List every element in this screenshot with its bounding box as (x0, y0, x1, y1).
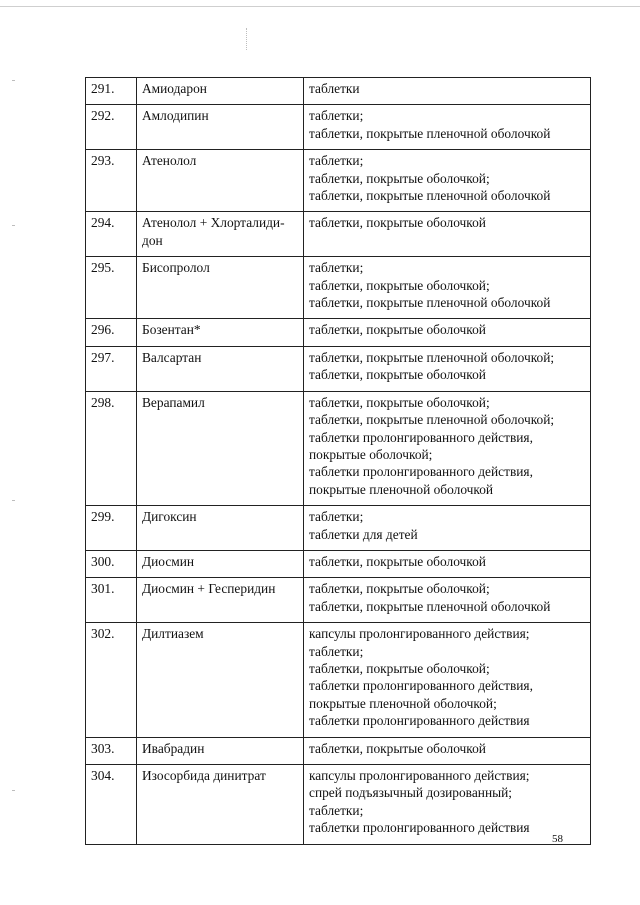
dosage-form-cell (304, 623, 591, 737)
drug-name-line: Изосорбида динитрат (142, 768, 266, 783)
row-number-cell: 297. (86, 346, 137, 391)
drug-name-line: Верапамил (142, 394, 205, 410)
scan-margin-mark (12, 790, 15, 791)
row-number-cell: 291. (86, 78, 137, 105)
dosage-form-line: таблетки; (309, 802, 364, 818)
drug-name-line: Диосмин (142, 553, 195, 569)
row-number-cell: 300. (86, 550, 137, 577)
table-row (86, 78, 591, 105)
scan-artifact (246, 28, 248, 50)
drug-name-line: дон (142, 232, 163, 248)
dosage-form-line: таблетки пролонгированного действия (309, 820, 530, 836)
dosage-form-line: таблетки, покрытые оболочкой; (309, 170, 490, 186)
drug-name-line: Бисопролол (142, 260, 210, 276)
table-row (86, 105, 591, 150)
drug-name-cell (137, 150, 304, 212)
dosage-form-cell (304, 550, 591, 577)
page-number: 58 (552, 833, 563, 845)
row-number-cell: 304. (86, 765, 137, 845)
drug-name-cell (137, 391, 304, 505)
table-row (86, 391, 591, 505)
dosage-form-line: спрей подъязычный дозированный; (309, 785, 512, 801)
drug-name-line: Ивабрадин (142, 740, 205, 756)
drug-name-line: Амиодарон (142, 81, 207, 96)
dosage-form-cell (304, 391, 591, 505)
drug-name-cell (137, 737, 304, 764)
table-row (86, 212, 591, 257)
drug-name-cell (137, 506, 304, 551)
dosage-form-cell (304, 78, 591, 105)
row-number-cell: 301. (86, 578, 137, 623)
scan-margin-mark (12, 500, 15, 501)
dosage-form-line: таблетки, покрытые пленочной оболочкой (309, 125, 551, 141)
drug-name-cell (137, 319, 304, 346)
drug-name-cell (137, 765, 304, 845)
drug-name-line: Атенолол (142, 153, 197, 169)
drug-name-cell (137, 623, 304, 737)
drug-name-line: Валсартан (142, 349, 202, 365)
dosage-form-line: таблетки, покрытые оболочкой; (309, 394, 490, 410)
dosage-form-line: таблетки, покрытые пленочной оболочкой (309, 295, 551, 311)
dosage-form-cell (304, 212, 591, 257)
table-row (86, 150, 591, 212)
table-row (86, 257, 591, 319)
row-number-cell: 293. (86, 150, 137, 212)
dosage-form-line: таблетки, покрытые оболочкой; (309, 581, 490, 597)
row-number-cell: 292. (86, 105, 137, 150)
dosage-form-line: таблетки для детей (309, 526, 418, 542)
drug-name-cell (137, 346, 304, 391)
dosage-form-line: таблетки; (309, 509, 364, 525)
dosage-form-line: таблетки пролонгированного действия, (309, 464, 533, 480)
dosage-form-line: таблетки пролонгированного действия, (309, 678, 533, 694)
dosage-form-cell (304, 105, 591, 150)
dosage-form-line: покрытые оболочкой; (309, 446, 433, 462)
drug-name-cell (137, 550, 304, 577)
dosage-form-line: таблетки, покрытые оболочкой; (309, 660, 490, 676)
dosage-form-line: капсулы пролонгированного действия; (309, 768, 530, 783)
dosage-form-line: таблетки, покрытые оболочкой (309, 322, 486, 338)
row-number-cell: 295. (86, 257, 137, 319)
drug-name-cell (137, 105, 304, 150)
scan-margin-mark (12, 80, 15, 81)
table-row (86, 623, 591, 737)
dosage-form-line: таблетки, покрытые пленочной оболочкой (309, 188, 551, 204)
dosage-form-line: таблетки пролонгированного действия (309, 713, 530, 729)
dosage-form-cell (304, 578, 591, 623)
dosage-form-line: таблетки; (309, 108, 364, 124)
drug-name-cell (137, 578, 304, 623)
dosage-form-line: таблетки, покрытые оболочкой (309, 740, 486, 756)
row-number-cell: 302. (86, 623, 137, 737)
drug-table (85, 77, 591, 845)
dosage-form-cell (304, 737, 591, 764)
dosage-form-line: таблетки пролонгированного действия, (309, 429, 533, 445)
drug-name-cell (137, 212, 304, 257)
row-number-cell: 299. (86, 506, 137, 551)
drug-name-line: Дигоксин (142, 509, 197, 525)
dosage-form-cell (304, 319, 591, 346)
table-row (86, 765, 591, 845)
dosage-form-line: капсулы пролонгированного действия; (309, 626, 530, 642)
drug-name-line: Амлодипин (142, 108, 209, 124)
row-number-cell: 296. (86, 319, 137, 346)
dosage-form-line: таблетки, покрытые оболочкой (309, 215, 486, 231)
row-number-cell: 298. (86, 391, 137, 505)
dosage-form-cell (304, 257, 591, 319)
scan-edge-line (0, 6, 640, 7)
dosage-form-line: таблетки; (309, 153, 364, 169)
drug-name-line: Дилтиазем (142, 626, 204, 642)
table-row (86, 578, 591, 623)
dosage-form-line: таблетки, покрытые оболочкой (309, 553, 486, 569)
dosage-form-line: таблетки, покрытые пленочной оболочкой; (309, 412, 555, 428)
drug-name-line: Диосмин + Гесперидин (142, 581, 276, 597)
table-row (86, 737, 591, 764)
drug-table-body (86, 78, 591, 845)
dosage-form-line: таблетки, покрытые оболочкой; (309, 277, 490, 293)
drug-name-cell (137, 78, 304, 105)
dosage-form-line: таблетки, покрытые пленочной оболочкой (309, 598, 551, 614)
table-row (86, 550, 591, 577)
dosage-form-line: таблетки, покрытые оболочкой (309, 367, 486, 383)
dosage-form-cell (304, 506, 591, 551)
drug-name-cell (137, 257, 304, 319)
dosage-form-cell (304, 765, 591, 845)
drug-name-line: Бозентан* (142, 322, 201, 338)
table-row (86, 319, 591, 346)
dosage-form-line: покрытые пленочной оболочкой (309, 481, 494, 497)
drug-name-line: Атенолол + Хлорталиди- (142, 215, 285, 231)
dosage-form-line: таблетки, покрытые пленочной оболочкой; (309, 349, 555, 365)
dosage-form-cell (304, 346, 591, 391)
scan-margin-mark (12, 225, 15, 226)
dosage-form-line: покрытые пленочной оболочкой; (309, 695, 497, 711)
table-row (86, 346, 591, 391)
table-row (86, 506, 591, 551)
dosage-form-cell (304, 150, 591, 212)
dosage-form-line: таблетки (309, 81, 360, 96)
dosage-form-line: таблетки; (309, 260, 364, 276)
row-number-cell: 303. (86, 737, 137, 764)
row-number-cell: 294. (86, 212, 137, 257)
dosage-form-line: таблетки; (309, 643, 364, 659)
